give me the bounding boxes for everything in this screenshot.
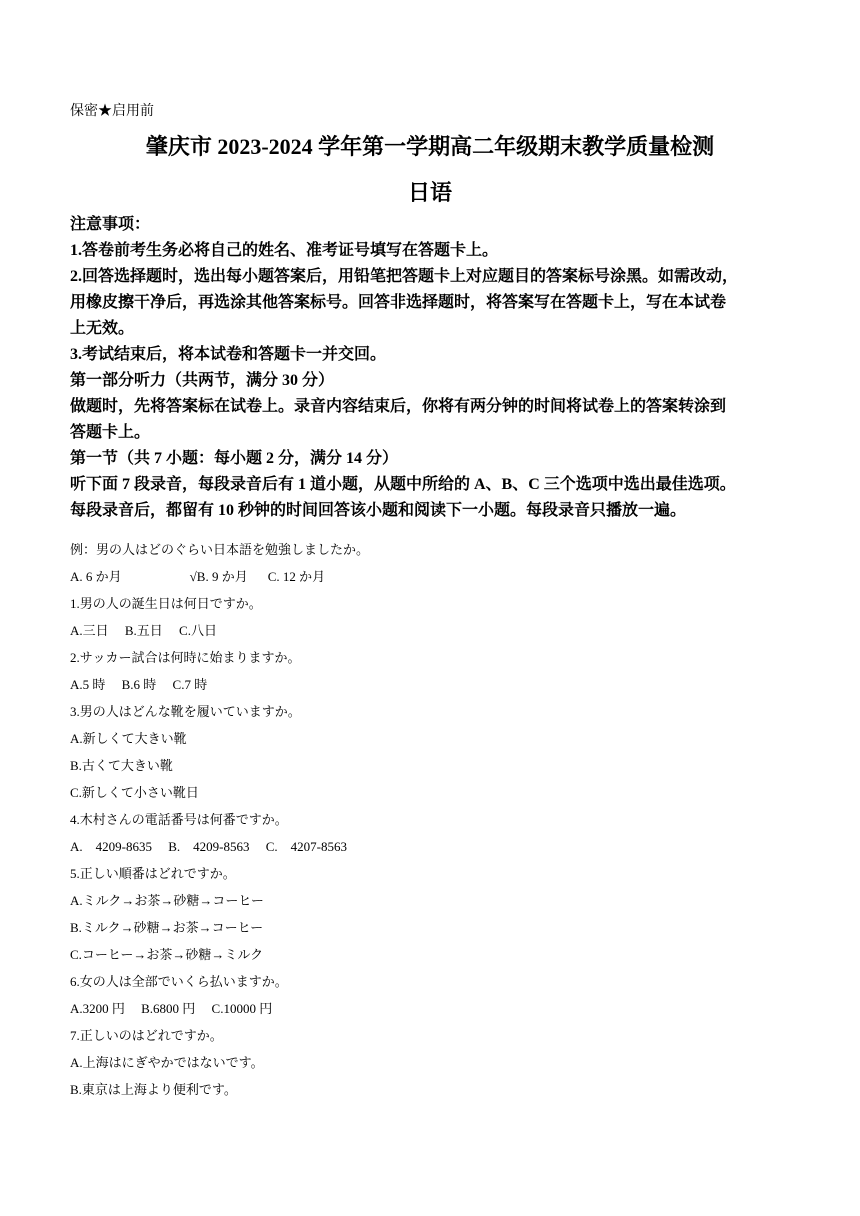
question-text: 5.正しい順番はどれですか。 (70, 866, 236, 881)
part1-heading: 第一部分听力（共两节，满分 30 分） (70, 372, 335, 389)
example-option-b: B. 9 か月 (196, 569, 248, 584)
question-option: A.上海はにぎやかではないです。 (70, 1055, 264, 1070)
question-text: 6.女の人は全部でいくら払いますか。 (70, 974, 288, 989)
instruction-line: 上无效。 (70, 320, 135, 337)
instruction-line: 用橡皮擦干净后，再选涂其他答案标号。回答非选择题时，将答案写在答题卡上，写在本试卷 (70, 294, 727, 311)
question-option: A.新しくて大きい靴 (70, 731, 187, 746)
question-options: A.三日 B.五日 C.八日 (70, 623, 217, 638)
question-text: 1.男の人の誕生日は何日ですか。 (70, 596, 262, 611)
question-options: A. 4209-8635 B. 4209-8563 C. 4207-8563 (70, 839, 347, 854)
instructions-heading: 注意事项： (70, 216, 151, 233)
question-text: 3.男の人はどんな靴を履いていますか。 (70, 704, 301, 719)
part1-desc-line: 做题时，先将答案标在试卷上。录音内容结束后，你将有两分钟的时间将试卷上的答案转涂到 (70, 398, 727, 415)
question-option: B.古くて大きい靴 (70, 758, 173, 773)
check-mark-icon: √ (189, 569, 197, 584)
question-options: A.3200 円 B.6800 円 C.10000 円 (70, 1001, 273, 1016)
question-options: A.5 時 B.6 時 C.7 時 (70, 677, 208, 692)
exam-title: 肇庆市 2023-2024 学年第一学期高二年级期末教学质量检测 (145, 134, 715, 159)
instruction-line: 2.回答选择题时，选出每小题答案后，用铅笔把答题卡上对应题目的答案标号涂黑。如需改动， (70, 268, 739, 285)
section1-desc-line: 听下面 7 段录音，每段录音后有 1 道小题，从题中所给的 A、B、C 三个选项中选出最佳选项。 (70, 476, 736, 493)
question-option: B.ミルク→砂糖→お茶→コーヒー (70, 920, 264, 935)
question-list (70, 536, 786, 1103)
subject-title: 日语 (407, 180, 452, 205)
instruction-line: 1.答卷前考生务必将自己的姓名、准考证号填写在答题卡上。 (70, 242, 499, 259)
instructions (70, 212, 786, 524)
question-option: C.新しくて小さい靴日 (70, 785, 199, 800)
confidential-label: 保密★启用前 (70, 104, 154, 119)
example-option-a: A. 6 か月 (70, 569, 122, 584)
question-option: B.東京は上海より便利です。 (70, 1082, 237, 1097)
example-question: 例：男の人はどのぐらい日本語を勉強しましたか。 (70, 542, 370, 557)
section1-desc-line: 每段录音后，都留有 10 秒钟的时间回答该小题和阅读下一小题。每段录音只播放一遍。 (70, 502, 687, 519)
part1-desc-line: 答题卡上。 (70, 424, 151, 441)
section1-heading: 第一节（共 7 小题：每小题 2 分，满分 14 分） (70, 450, 399, 467)
question-text: 2.サッカー試合は何時に始まりますか。 (70, 650, 301, 665)
question-text: 7.正しいのはどれですか。 (70, 1028, 223, 1043)
question-text: 4.木村さんの電話番号は何番ですか。 (70, 812, 288, 827)
instruction-line: 3.考试结束后，将本试卷和答题卡一并交回。 (70, 346, 387, 363)
example-options (70, 563, 786, 590)
example-option-c: C. 12 か月 (267, 569, 326, 584)
question-option: C.コーヒー→お茶→砂糖→ミルク (70, 947, 264, 962)
question-option: A.ミルク→お茶→砂糖→コーヒー (70, 893, 264, 908)
